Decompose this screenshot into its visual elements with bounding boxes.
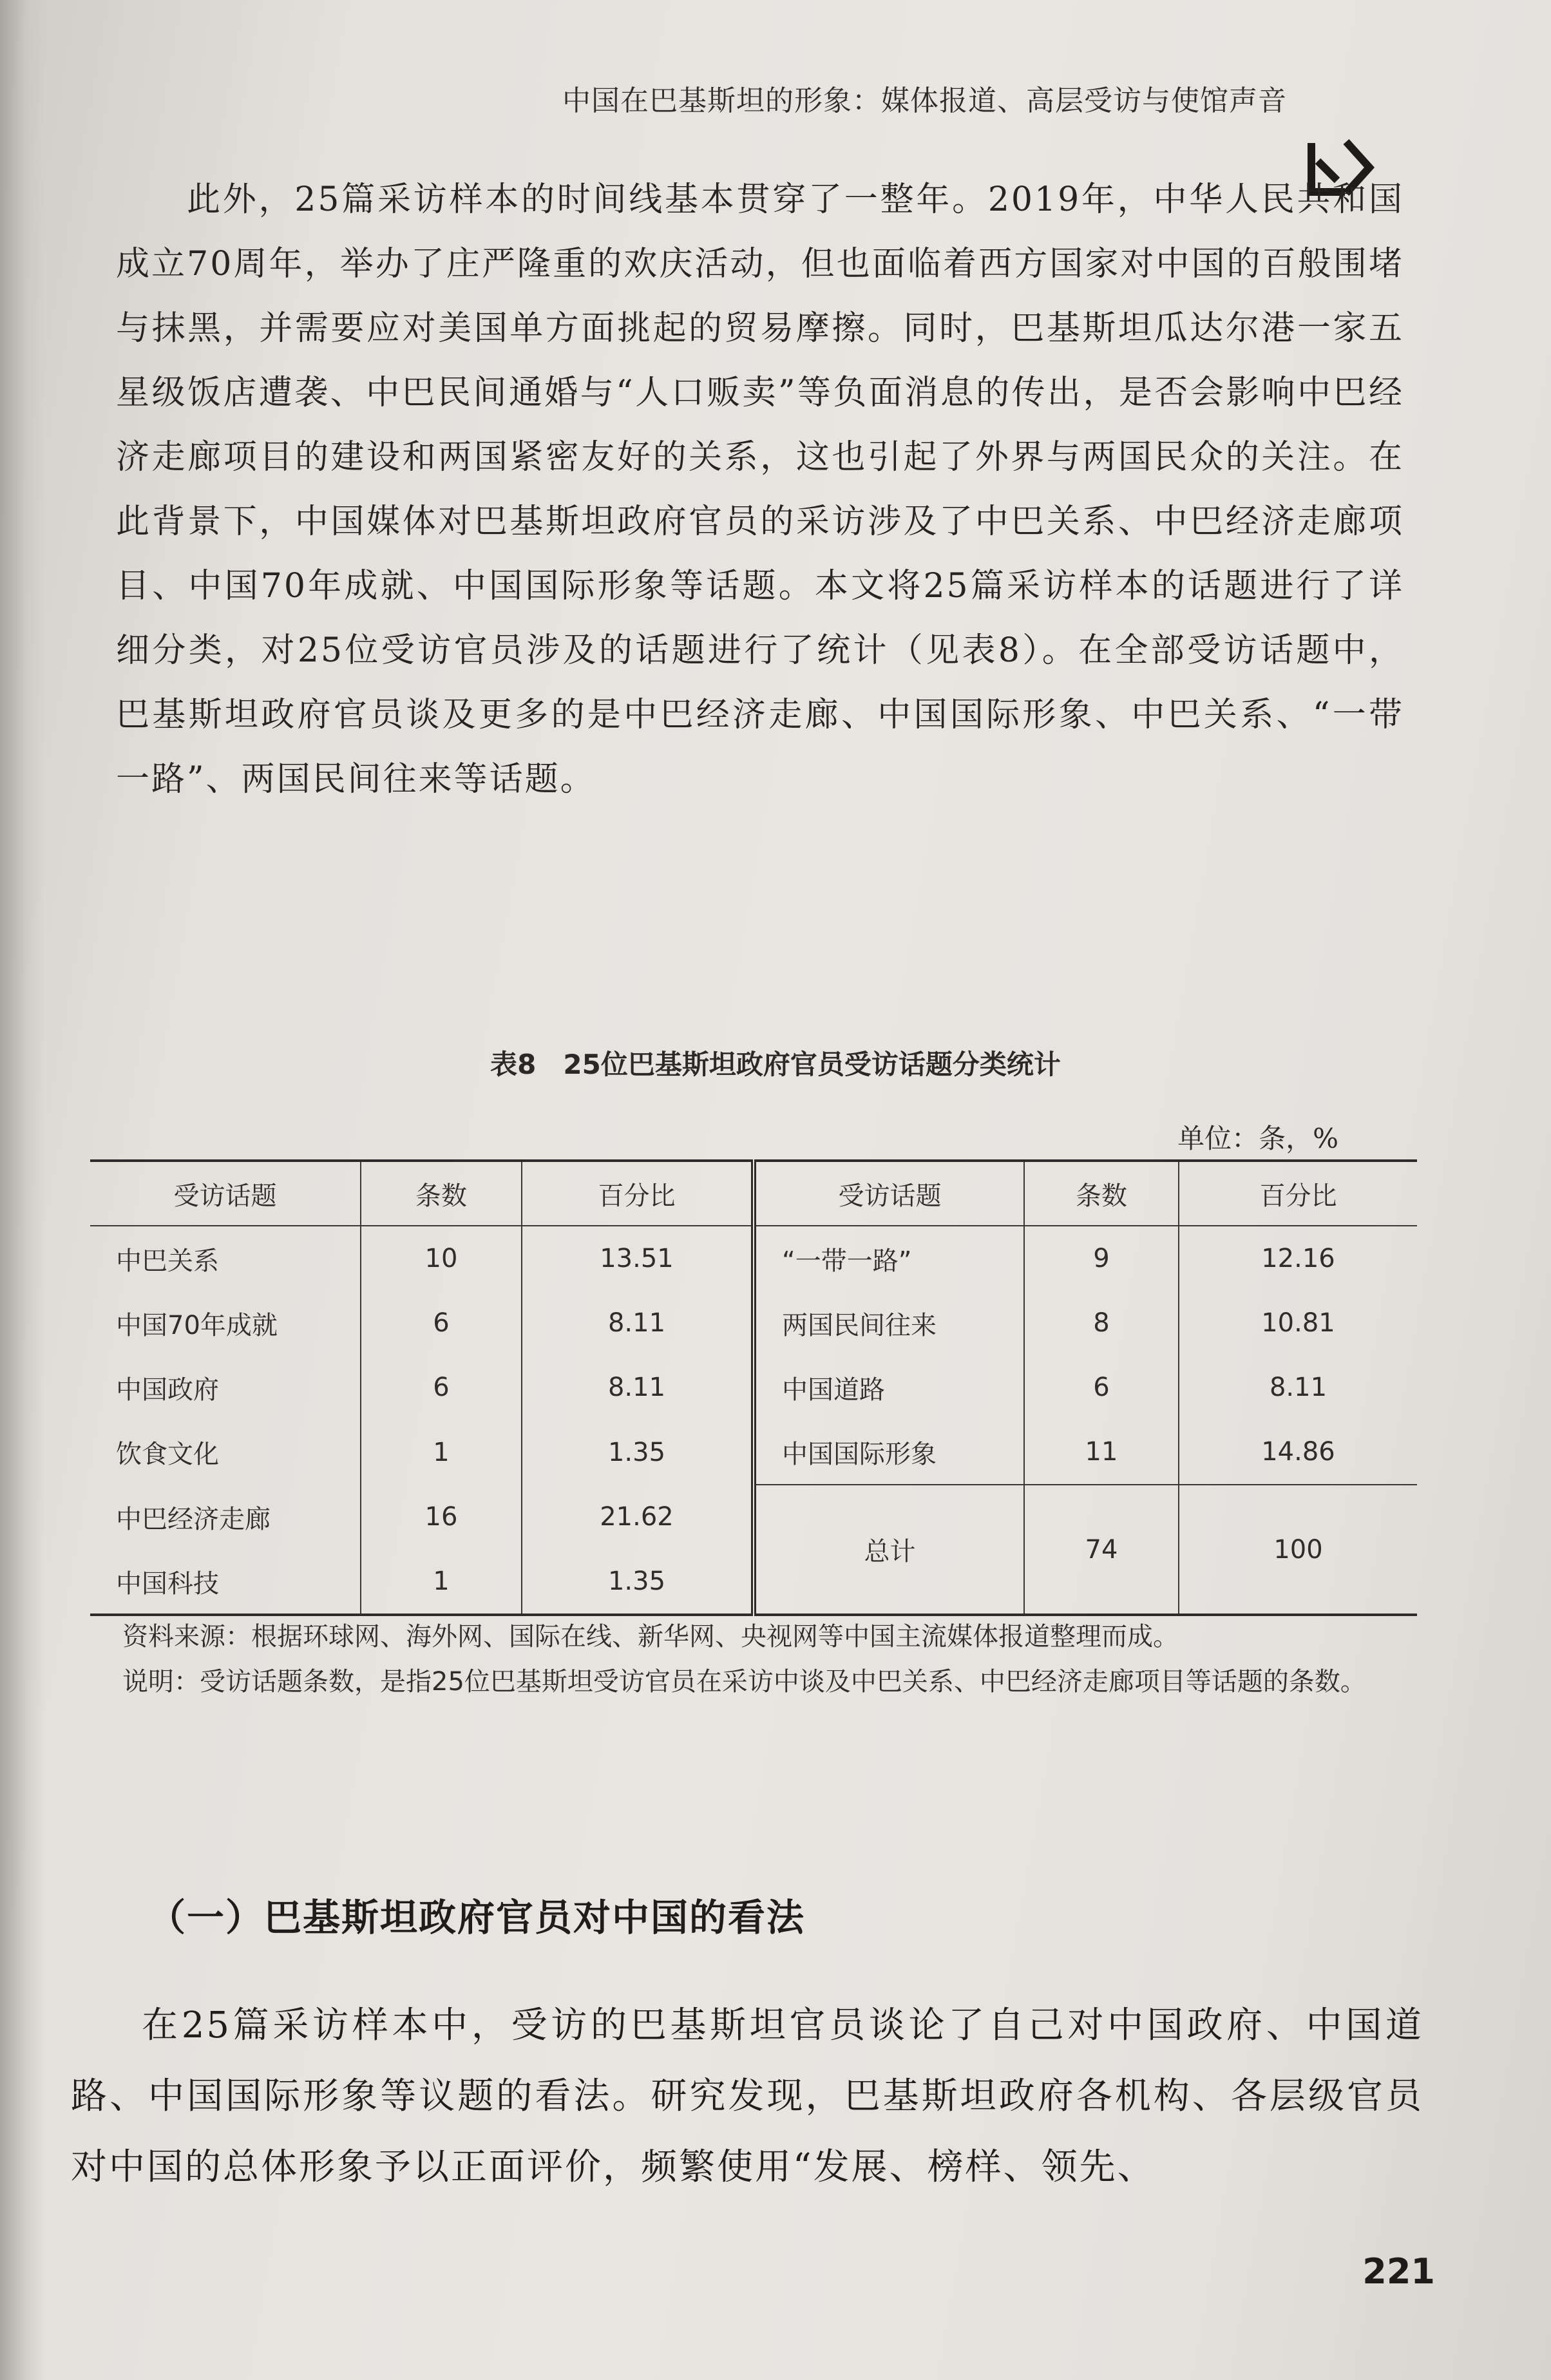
page-gutter-shadow bbox=[0, 0, 45, 2380]
column-header-percent: 百分比 bbox=[522, 1161, 754, 1226]
topic-cell: 中国国际形象 bbox=[754, 1420, 1024, 1485]
table-header-row bbox=[90, 1161, 1417, 1226]
topic-cell: 中巴经济走廊 bbox=[116, 1504, 271, 1534]
topic-cell: 中国政府 bbox=[116, 1375, 219, 1405]
percent-cell: 14.86 bbox=[1179, 1420, 1417, 1485]
count-cell: 1 bbox=[361, 1420, 522, 1485]
count-cell: 8 bbox=[1024, 1291, 1179, 1355]
running-header: 中国在巴基斯坦的形象：媒体报道、高层受访与使馆声音 bbox=[562, 84, 1287, 117]
column-header-count: 条数 bbox=[361, 1161, 522, 1226]
percent-cell: 8.11 bbox=[522, 1291, 754, 1355]
count-cell: 6 bbox=[361, 1291, 522, 1355]
count-cell: 10 bbox=[361, 1226, 522, 1291]
topic-cell: 两国民间往来 bbox=[754, 1291, 1024, 1355]
topic-cell: 中国科技 bbox=[116, 1568, 219, 1599]
topic-cell: “一带一路” bbox=[754, 1226, 1024, 1291]
column-header-percent: 百分比 bbox=[1179, 1161, 1417, 1226]
column-header-topic: 受访话题 bbox=[754, 1161, 1024, 1226]
count-cell: 6 bbox=[1024, 1355, 1179, 1420]
total-label-cell: 总计 bbox=[754, 1485, 1024, 1615]
percent-cell: 13.51 bbox=[522, 1226, 754, 1291]
topic-cell: 中国70年成就 bbox=[116, 1310, 278, 1340]
column-header-topic: 受访话题 bbox=[90, 1161, 361, 1226]
explanation-note: 说明：受访话题条数，是指25位巴基斯坦受访官员在采访中谈及中巴关系、中巴经济走廊项目等话题的条数。 bbox=[122, 1667, 1366, 1697]
table-row bbox=[90, 1485, 1417, 1549]
source-note: 资料来源：根据环球网、海外网、国际在线、新华网、央视网等中国主流媒体报道整理而成。 bbox=[122, 1622, 1179, 1652]
percent-cell: 1.35 bbox=[522, 1549, 754, 1615]
total-percent-cell: 100 bbox=[1179, 1485, 1417, 1615]
topic-cell: 中巴关系 bbox=[116, 1246, 219, 1276]
count-cell: 16 bbox=[361, 1485, 522, 1549]
percent-cell: 1.35 bbox=[522, 1420, 754, 1485]
table-unit: 单位：条，% bbox=[1177, 1123, 1338, 1154]
table-row bbox=[90, 1291, 1417, 1355]
page-number: 221 bbox=[1362, 2251, 1435, 2292]
percent-cell: 10.81 bbox=[1179, 1291, 1417, 1355]
topic-cell: 饮食文化 bbox=[116, 1440, 219, 1469]
table-row bbox=[90, 1355, 1417, 1420]
body-paragraph-1: 此外，25篇采访样本的时间线基本贯穿了一整年。2019年，中华人民共和国成立70周年，举办了庄严隆重的欢庆活动，但也面临着西方国家对中国的百般围堵与抹黑，并需要应对美国单方面挑起的贸易摩擦。同时，巴基斯坦瓜达尔港一家五星级饭店遭袭、中巴民间通婚与“人口贩卖”等负面消息的传出，是否会影响中巴经济走廊项目的建设和两国紧密友好的关系，这也引起了外界与两国民众的关注。在此背景下，中国媒体对巴基斯坦政府官员的采访涉及了中巴关系、中巴经济走廊项目、中国70年成就、中国国际形象等话题。本文将25篇采访样本的话题进行了详细分类，对25位受访官员涉及的话题进行了统计（见表8）。在全部受访话题中，巴基斯坦政府官员谈及更多的是中巴经济走廊、中国国际形象、中巴关系、“一带一路”、两国民间往来等话题。 bbox=[116, 180, 1404, 799]
topic-cell: 中国道路 bbox=[754, 1355, 1024, 1420]
count-cell: 11 bbox=[1024, 1420, 1179, 1485]
percent-cell: 8.11 bbox=[522, 1355, 754, 1420]
topic-statistics-table bbox=[90, 1159, 1417, 1616]
count-cell: 6 bbox=[361, 1355, 522, 1420]
count-cell: 9 bbox=[1024, 1226, 1179, 1291]
count-cell: 1 bbox=[361, 1549, 522, 1615]
column-header-count: 条数 bbox=[1024, 1161, 1179, 1226]
table-row bbox=[90, 1420, 1417, 1485]
percent-cell: 21.62 bbox=[522, 1485, 754, 1549]
percent-cell: 8.11 bbox=[1179, 1355, 1417, 1420]
table-row bbox=[90, 1226, 1417, 1291]
table-title: 表8 25位巴基斯坦政府官员受访话题分类统计 bbox=[490, 1049, 1061, 1080]
section-heading: （一）巴基斯坦政府官员对中国的看法 bbox=[148, 1896, 806, 1939]
body-paragraph-2: 在25篇采访样本中，受访的巴基斯坦官员谈论了自己对中国政府、中国道路、中国国际形象等议题的看法。研究发现，巴基斯坦政府各机构、各层级官员对中国的总体形象予以正面评价，频繁使用“发展、榜样、领先、 bbox=[71, 2004, 1423, 2188]
percent-cell: 12.16 bbox=[1179, 1226, 1417, 1291]
total-count-cell: 74 bbox=[1024, 1485, 1179, 1615]
